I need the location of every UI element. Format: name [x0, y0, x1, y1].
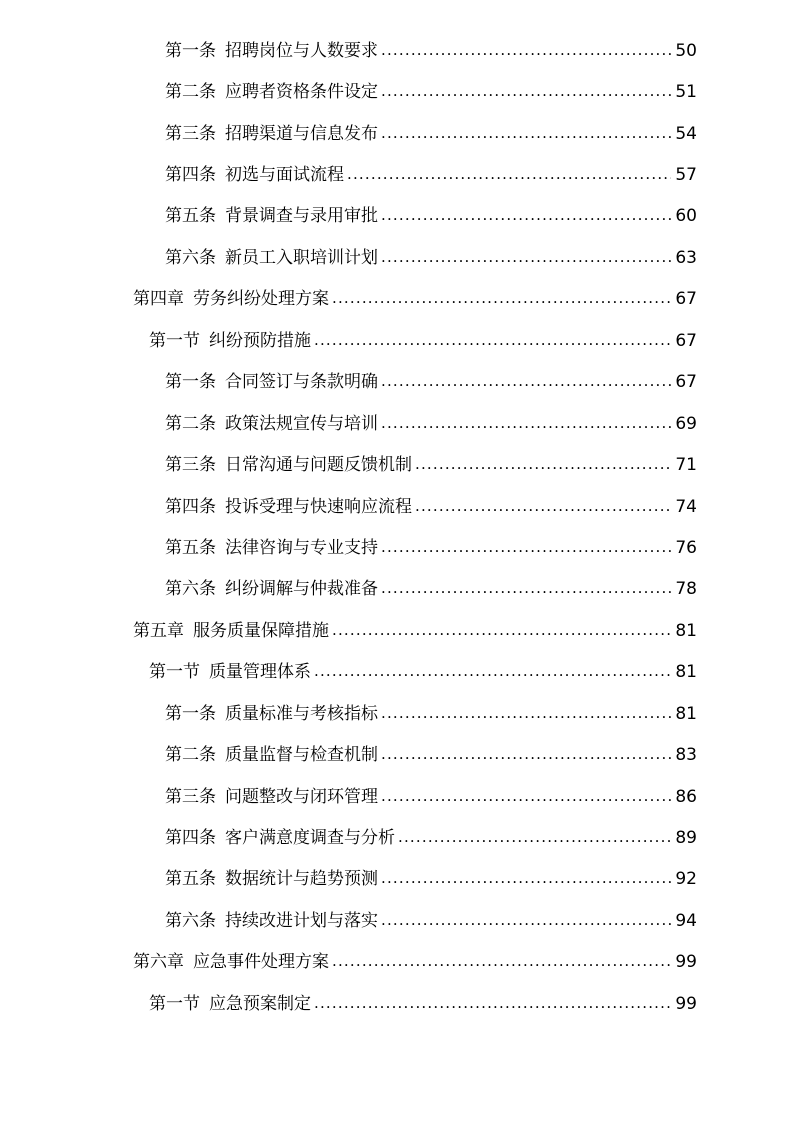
- toc-entry-title: 招聘岗位与人数要求: [225, 40, 378, 61]
- toc-entry-title: 法律咨询与专业支持: [225, 537, 378, 558]
- dot-leader: [314, 993, 671, 1013]
- toc-entry-number: 第三条: [165, 123, 216, 144]
- toc-entry-number: 第二条: [165, 413, 216, 434]
- toc-entry-page: 94: [675, 910, 697, 931]
- toc-entry-number: 第六条: [165, 247, 216, 268]
- toc-entry[interactable]: [0, 900, 793, 941]
- dot-leader: [381, 81, 671, 101]
- toc-entry-number: 第六章: [133, 952, 184, 973]
- toc-entry[interactable]: [0, 30, 793, 71]
- toc-entry-page: 92: [675, 869, 697, 890]
- toc-entry[interactable]: [0, 776, 793, 817]
- toc-entry-title: 客户满意度调查与分析: [225, 828, 395, 849]
- toc-entry[interactable]: [0, 569, 793, 610]
- toc-entry-page: 76: [675, 537, 697, 558]
- toc-entry-title: 招聘渠道与信息发布: [225, 123, 378, 144]
- dot-leader: [314, 661, 671, 681]
- toc-entry-number: 第一节: [149, 993, 200, 1014]
- toc-entry-section[interactable]: [0, 983, 793, 1024]
- toc-entry-title: 应急预案制定: [209, 993, 311, 1014]
- dot-leader: [381, 910, 671, 930]
- dot-leader: [381, 786, 671, 806]
- dot-leader: [381, 703, 671, 723]
- toc-entry-page: 81: [675, 703, 697, 724]
- toc-entry-page: 51: [675, 82, 697, 103]
- toc-entry-page: 71: [675, 455, 697, 476]
- toc-entry-page: 86: [675, 786, 697, 807]
- toc-entry-title: 问题整改与闭环管理: [225, 786, 378, 807]
- toc-entry-title: 合同签订与条款明确: [225, 372, 378, 393]
- toc-entry-number: 第一节: [149, 330, 200, 351]
- toc-entry[interactable]: [0, 817, 793, 858]
- toc-entry[interactable]: [0, 362, 793, 403]
- toc-entry-page: 60: [675, 206, 697, 227]
- toc-entry-title: 背景调查与录用审批: [225, 206, 378, 227]
- toc-entry-number: 第六条: [165, 910, 216, 931]
- dot-leader: [381, 744, 671, 764]
- toc-entry-page: 67: [675, 289, 697, 310]
- toc-entry-title: 劳务纠纷处理方案: [193, 289, 329, 310]
- toc-entry-number: 第五条: [165, 206, 216, 227]
- toc-entry-title: 日常沟通与问题反馈机制: [225, 455, 412, 476]
- toc-entry[interactable]: [0, 527, 793, 568]
- toc-entry-title: 纠纷调解与仲裁准备: [225, 579, 378, 600]
- toc-entry-section[interactable]: [0, 652, 793, 693]
- toc-entry-page: 50: [675, 40, 697, 61]
- dot-leader: [314, 330, 671, 350]
- toc-entry-number: 第三条: [165, 786, 216, 807]
- dot-leader: [332, 288, 671, 308]
- toc-entry-page: 83: [675, 745, 697, 766]
- dot-leader: [381, 868, 671, 888]
- toc-entry-number: 第五条: [165, 537, 216, 558]
- toc-entry-title: 质量标准与考核指标: [225, 703, 378, 724]
- dot-leader: [332, 951, 671, 971]
- toc-entry-number: 第五条: [165, 869, 216, 890]
- toc-entry-page: 78: [675, 579, 697, 600]
- toc-entry[interactable]: [0, 734, 793, 775]
- toc-entry[interactable]: [0, 154, 793, 195]
- toc-entry-title: 数据统计与趋势预测: [225, 869, 378, 890]
- toc-entry-title: 持续改进计划与落实: [225, 910, 378, 931]
- dot-leader: [381, 205, 671, 225]
- dot-leader: [381, 247, 671, 267]
- toc-entry-number: 第四条: [165, 496, 216, 517]
- toc-entry-page: 81: [675, 620, 697, 641]
- toc-entry[interactable]: [0, 71, 793, 112]
- toc-entry[interactable]: [0, 444, 793, 485]
- toc-entry-number: 第二条: [165, 82, 216, 103]
- toc-entry-number: 第一条: [165, 40, 216, 61]
- toc-entry-title: 应急事件处理方案: [193, 952, 329, 973]
- toc-entry-chapter[interactable]: [0, 942, 793, 983]
- toc-entry-page: 74: [675, 496, 697, 517]
- toc-entry-title: 纠纷预防措施: [209, 330, 311, 351]
- toc-entry-page: 99: [675, 993, 697, 1014]
- toc-entry[interactable]: [0, 113, 793, 154]
- toc-entry-page: 99: [675, 952, 697, 973]
- toc-entry-number: 第一条: [165, 703, 216, 724]
- toc-entry-number: 第一节: [149, 662, 200, 683]
- toc-entry-number: 第五章: [133, 620, 184, 641]
- dot-leader: [332, 620, 671, 640]
- dot-leader: [381, 537, 671, 557]
- toc-entry-page: 57: [675, 165, 697, 186]
- toc-entry-section[interactable]: [0, 320, 793, 361]
- toc-entry-number: 第四条: [165, 165, 216, 186]
- toc-entry-page: 67: [675, 330, 697, 351]
- toc-entry-title: 政策法规宣传与培训: [225, 413, 378, 434]
- toc-entry-number: 第六条: [165, 579, 216, 600]
- toc-entry-title: 新员工入职培训计划: [225, 247, 378, 268]
- toc-entry[interactable]: [0, 693, 793, 734]
- toc-entry-page: 67: [675, 372, 697, 393]
- toc-entry-chapter[interactable]: [0, 610, 793, 651]
- toc-entry-title: 服务质量保障措施: [193, 620, 329, 641]
- toc-entry-number: 第四条: [165, 828, 216, 849]
- dot-leader: [381, 413, 671, 433]
- toc-entry-page: 54: [675, 123, 697, 144]
- toc-entry-chapter[interactable]: [0, 279, 793, 320]
- toc-entry-page: 63: [675, 247, 697, 268]
- toc-entry-title: 初选与面试流程: [225, 165, 344, 186]
- toc-entry-title: 质量管理体系: [209, 662, 311, 683]
- toc-entry[interactable]: [0, 859, 793, 900]
- table-of-contents: [0, 30, 793, 1025]
- dot-leader: [415, 496, 671, 516]
- dot-leader: [415, 454, 671, 474]
- dot-leader: [381, 578, 671, 598]
- toc-entry-title: 质量监督与检查机制: [225, 745, 378, 766]
- dot-leader: [381, 371, 671, 391]
- toc-entry-number: 第三条: [165, 455, 216, 476]
- toc-entry-number: 第四章: [133, 289, 184, 310]
- toc-entry-page: 69: [675, 413, 697, 434]
- toc-entry-page: 81: [675, 662, 697, 683]
- dot-leader: [381, 123, 671, 143]
- toc-entry-title: 应聘者资格条件设定: [225, 82, 378, 103]
- toc-entry[interactable]: [0, 237, 793, 278]
- toc-entry-number: 第二条: [165, 745, 216, 766]
- dot-leader: [398, 827, 671, 847]
- toc-entry-number: 第一条: [165, 372, 216, 393]
- toc-entry[interactable]: [0, 486, 793, 527]
- toc-entry-page: 89: [675, 828, 697, 849]
- toc-entry[interactable]: [0, 196, 793, 237]
- toc-entry[interactable]: [0, 403, 793, 444]
- toc-entry-title: 投诉受理与快速响应流程: [225, 496, 412, 517]
- dot-leader: [381, 40, 671, 60]
- dot-leader: [347, 164, 671, 184]
